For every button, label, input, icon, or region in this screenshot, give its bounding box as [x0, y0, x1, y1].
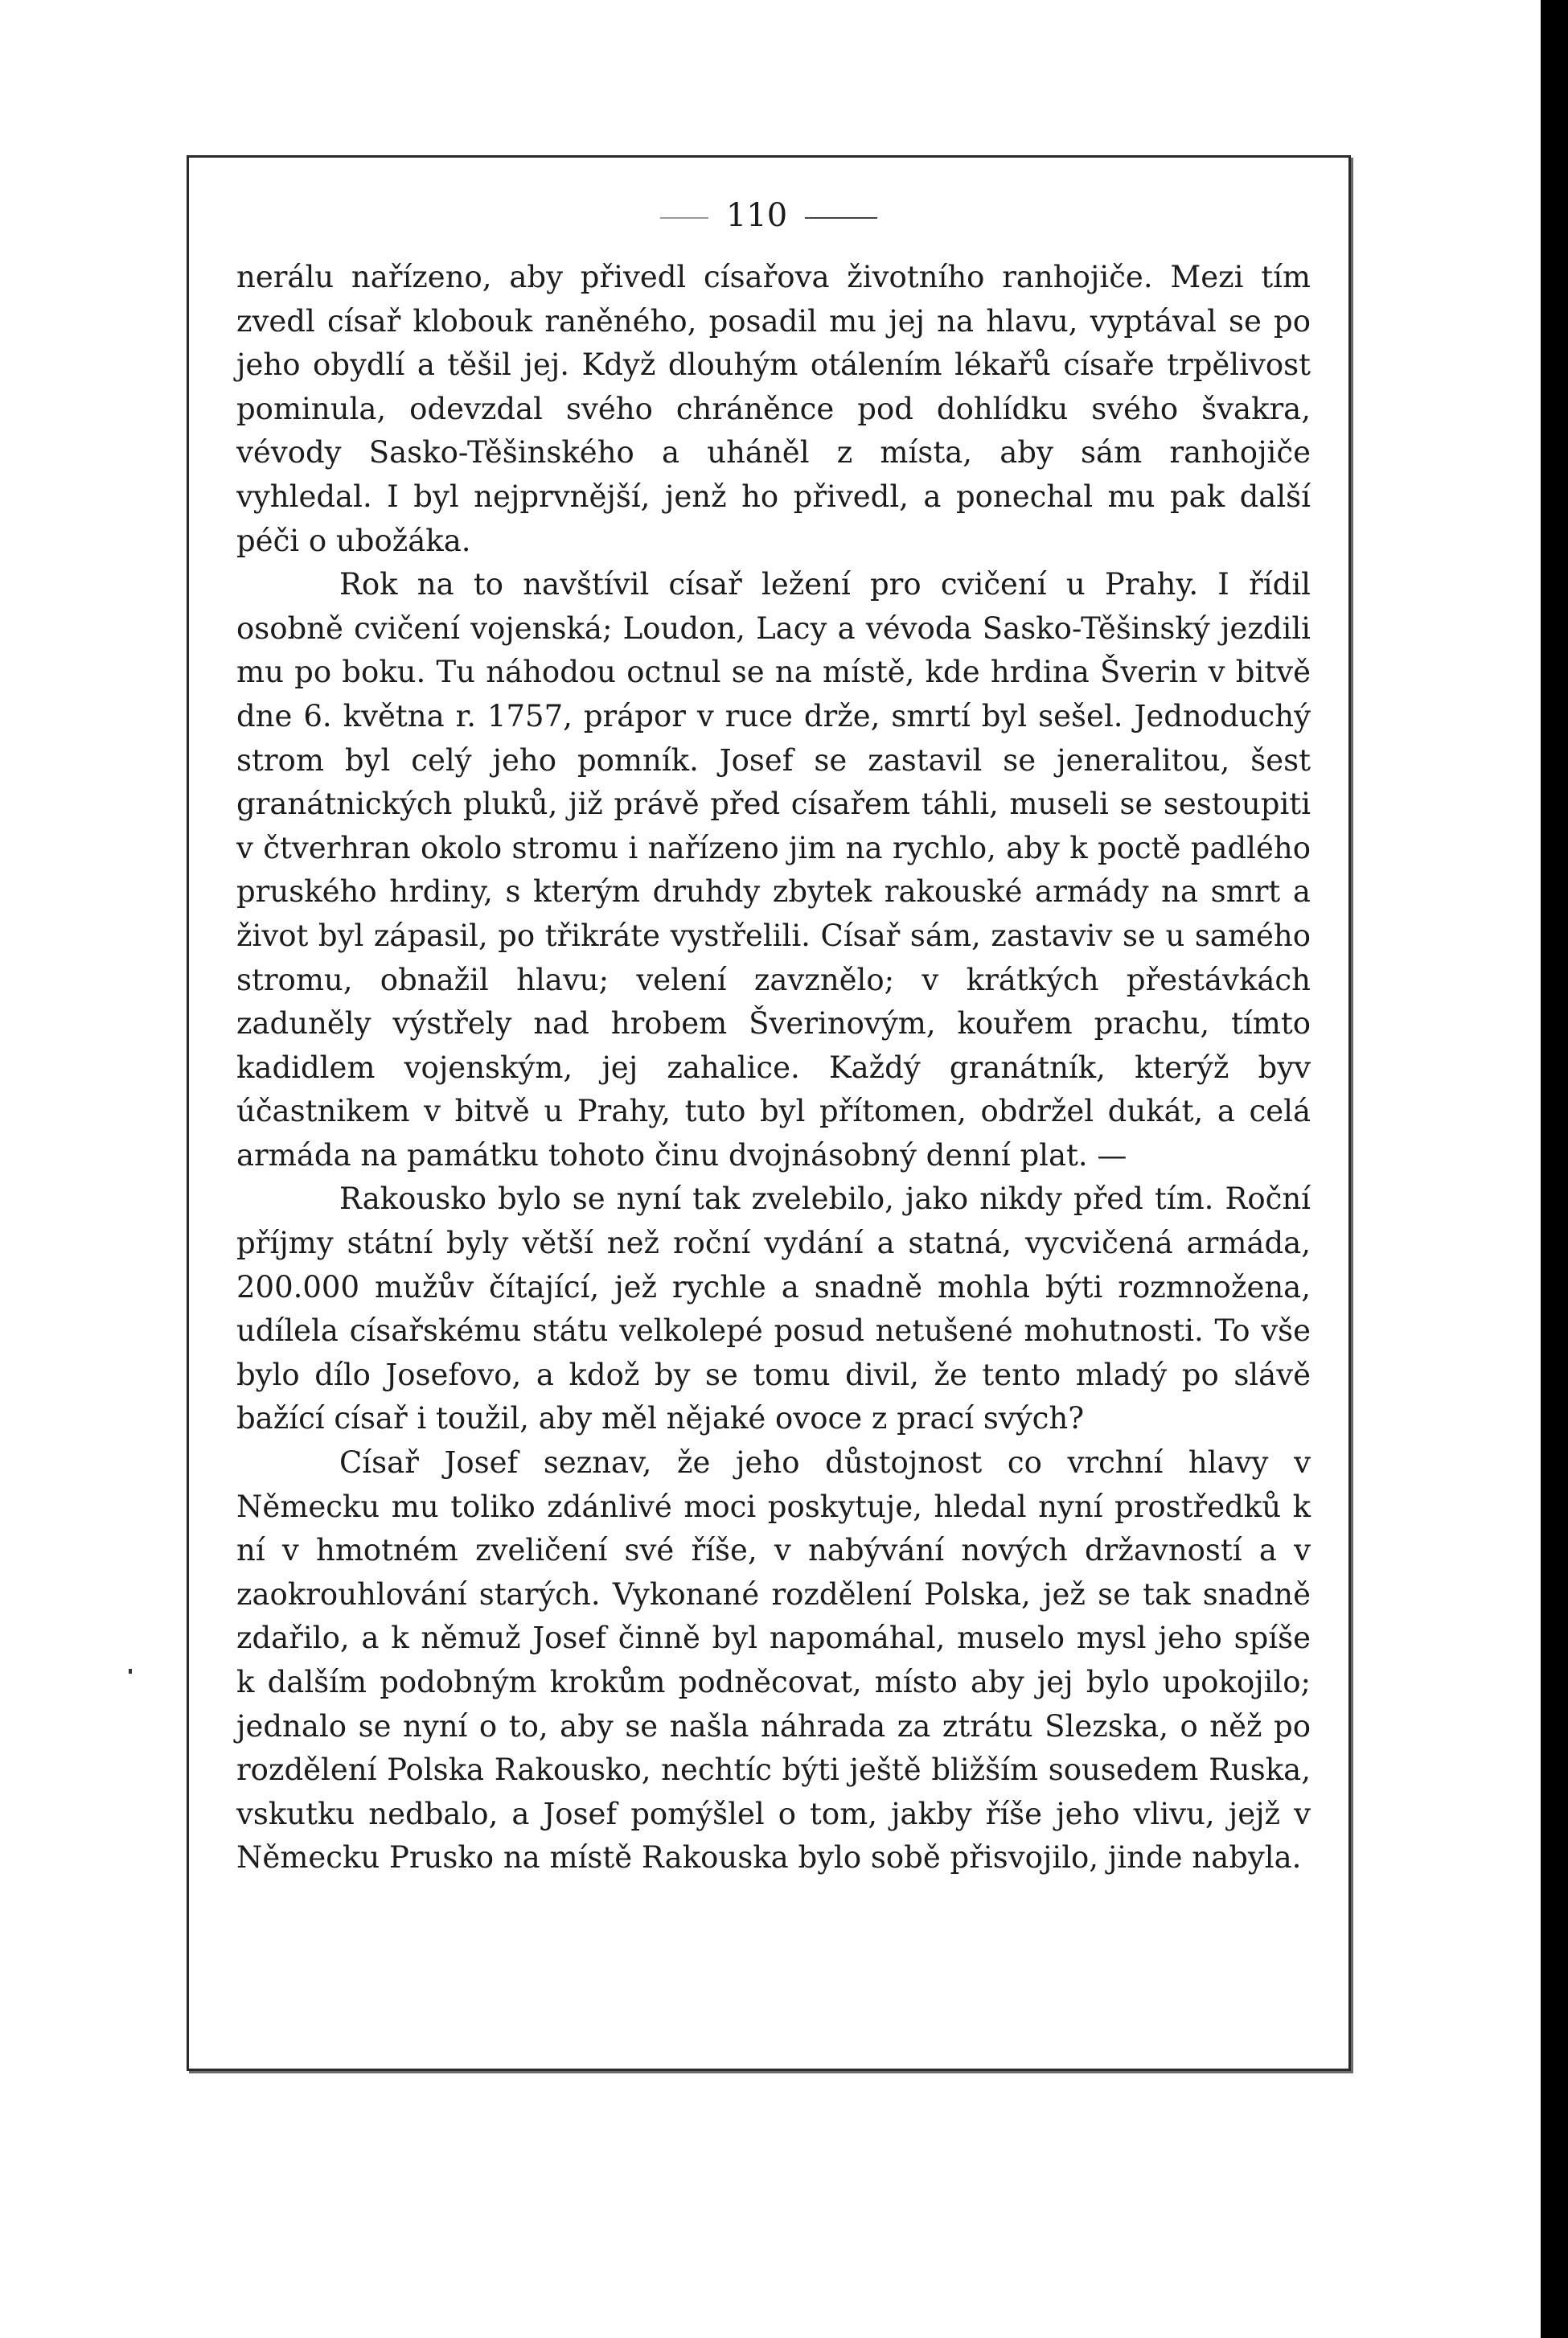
- scan-edge: [1541, 0, 1568, 2338]
- paragraph: Rakousko bylo se nyní tak zvelebilo, jako nikdy před tím. Roční příjmy státní byly větší než roční vydání a statná, vycvičená armáda, 200.000 mužův čítající, jež rychle a snadně mohla býti rozmnožena, udílela císařskému státu velkolepé posud netušené mohutnosti. To vše bylo dílo Josefovo, a kdož by se tomu divil, že tento mladý po slávě bažící císař i toužil, aby měl nějaké ovoce z prací svých?: [236, 1181, 1311, 1436]
- header-rule-left: [660, 217, 708, 219]
- page-header: [187, 197, 1351, 234]
- page-number: 110: [725, 197, 788, 234]
- scan-speck: [129, 1669, 132, 1674]
- body-text: [236, 256, 1311, 1880]
- header-rule-right: [805, 217, 877, 219]
- paragraph: Císař Josef seznav, že jeho důstojnost co vrchní hlavy v Německu mu toliko zdánlivé moci poskytuje, hledal nyní prostředků k ní v hmotném zveličení své říše, v nabývání nových državností a v zaokrouhlování starých. Vykonané rozdělení Polska, jež se tak snadně zdařilo, a k němuž Josef činně byl napomáhal, muselo mysl jeho spíše k dalším podobným krokům podněcovat, místo aby jej bylo upokojilo; jednalo se nyní o to, aby se našla náhrada za ztrátu Slezska, o něž po rozdělení Polska Rakousko, nechtíc býti ještě bližším sousedem Ruska, vskutku nedbalo, a Josef pomýšlel o tom, jakby říše jeho vlivu, jejž v Německu Prusko na místě Rakouska bylo sobě přisvojilo, jinde nabyla.: [236, 1445, 1311, 1876]
- paragraph: nerálu nařízeno, aby přivedl císařova životního ranhojiče. Mezi tím zvedl císař klobouk raněného, posadil mu jej na hlavu, vyptával se po jeho obydlí a těšil jej. Když dlouhým otálením lékařů císaře trpělivost pominula, odevzdal svého chráněnce pod dohlídku svého švakra, vévody Sasko-Těšinského a uháněl z místa, aby sám ranhojiče vyhledal. I byl nejprvnější, jenž ho přivedl, a ponechal mu pak další péči o ubožáka.: [236, 260, 1311, 558]
- paragraph: Rok na to navštívil císař ležení pro cvičení u Prahy. I řídil osobně cvičení vojenská; Loudon, Lacy a vévoda Sasko-Těšinský jezdili mu po boku. Tu náhodou octnul se na místě, kde hrdina Šverin v bitvě dne 6. května r. 1757, prápor v ruce drže, smrtí byl sešel. Jednoduchý strom byl celý jeho pomník. Josef se zastavil se jeneralitou, šest granátnických pluků, již právě před císařem táhli, museli se sestoupiti v čtverhran okolo stromu i nařízeno jim na rychlo, aby k poctě padlého pruského hrdiny, s kterým druhdy zbytek rakouské armády na smrt a život byl zápasil, po třikráte vystřelili. Císař sám, zastaviv se u samého stromu, obnažil hlavu; velení zavznělo; v krátkých přestávkách zaduněly výstřely nad hrobem Šverinovým, kouřem prachu, tímto kadidlem vojenským, jej zahalice. Každý granátník, kterýž byv účastnikem v bitvě u Prahy, tuto byl přítomen, obdržel dukát, a celá armáda na památku tohoto činu dvojnásobný denní plat. —: [236, 567, 1311, 1173]
